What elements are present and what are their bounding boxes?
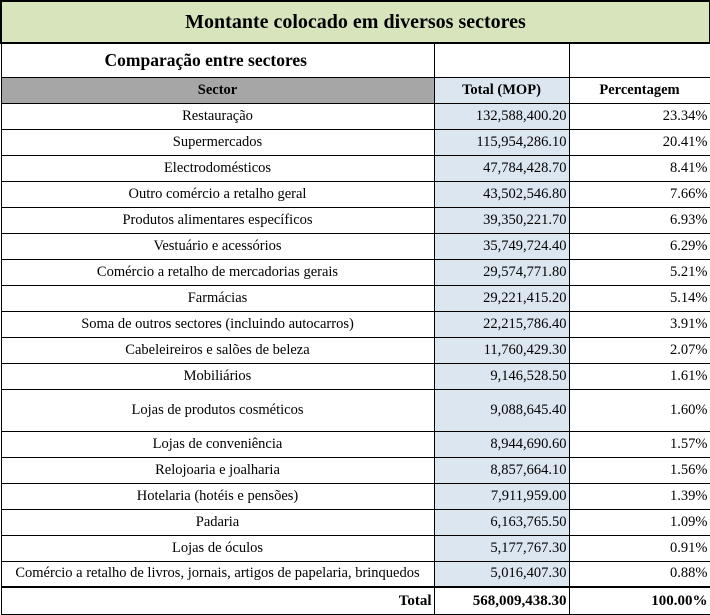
percentage-cell[interactable]: 2.07% (569, 337, 710, 363)
table-row (1, 155, 710, 181)
percentage-cell[interactable]: 1.09% (569, 509, 710, 535)
sector-cell[interactable]: Relojoaria e joalharia (1, 457, 434, 483)
table-row (1, 431, 710, 457)
table-row (1, 311, 710, 337)
table-subtitle[interactable]: Comparação entre sectores (1, 43, 434, 77)
table-row (1, 363, 710, 389)
header-percentage[interactable]: Percentagem (569, 77, 710, 103)
table-row (1, 181, 710, 207)
table-row (1, 561, 710, 587)
title-row (1, 1, 710, 43)
sector-cell[interactable]: Produtos alimentares específicos (1, 207, 434, 233)
table-row (1, 483, 710, 509)
percentage-cell[interactable]: 5.21% (569, 259, 710, 285)
sector-cell[interactable]: Padaria (1, 509, 434, 535)
total-row (1, 587, 710, 615)
total-cell[interactable]: 5,016,407.30 (434, 561, 569, 587)
percentage-cell[interactable]: 1.39% (569, 483, 710, 509)
header-total[interactable]: Total (MOP) (434, 77, 569, 103)
header-sector[interactable]: Sector (1, 77, 434, 103)
table-row (1, 233, 710, 259)
percentage-cell[interactable]: 1.60% (569, 389, 710, 431)
sector-cell[interactable]: Farmácias (1, 285, 434, 311)
sector-cell[interactable]: Mobiliários (1, 363, 434, 389)
table-row (1, 103, 710, 129)
sector-cell[interactable]: Electrodomésticos (1, 155, 434, 181)
percentage-cell[interactable]: 0.88% (569, 561, 710, 587)
empty-cell[interactable] (569, 43, 710, 77)
percentage-cell[interactable]: 7.66% (569, 181, 710, 207)
header-row (1, 77, 710, 103)
percentage-cell[interactable]: 23.34% (569, 103, 710, 129)
percentage-cell[interactable]: 6.29% (569, 233, 710, 259)
total-cell[interactable]: 11,760,429.30 (434, 337, 569, 363)
sector-cell[interactable]: Lojas de óculos (1, 535, 434, 561)
total-cell[interactable]: 29,574,771.80 (434, 259, 569, 285)
total-cell[interactable]: 6,163,765.50 (434, 509, 569, 535)
sector-cell[interactable]: Lojas de conveniência (1, 431, 434, 457)
table-row (1, 509, 710, 535)
sector-cell[interactable]: Vestuário e acessórios (1, 233, 434, 259)
table-row (1, 457, 710, 483)
percentage-cell[interactable]: 0.91% (569, 535, 710, 561)
sector-cell[interactable]: Soma de outros sectores (incluindo autocarros) (1, 311, 434, 337)
sector-cell[interactable]: Hotelaria (hotéis e pensões) (1, 483, 434, 509)
empty-cell[interactable] (434, 43, 569, 77)
total-cell[interactable]: 8,857,664.10 (434, 457, 569, 483)
table-title[interactable]: Montante colocado em diversos sectores (1, 1, 710, 43)
total-cell[interactable]: 115,954,286.10 (434, 129, 569, 155)
total-cell[interactable]: 7,911,959.00 (434, 483, 569, 509)
sector-cell[interactable]: Outro comércio a retalho geral (1, 181, 434, 207)
sector-cell[interactable]: Comércio a retalho de livros, jornais, artigos de papelaria, brinquedos (1, 561, 434, 587)
table-row (1, 285, 710, 311)
table-row (1, 129, 710, 155)
sector-cell[interactable]: Comércio a retalho de mercadorias gerais (1, 259, 434, 285)
sector-cell[interactable]: Restauração (1, 103, 434, 129)
percentage-cell[interactable]: 1.57% (569, 431, 710, 457)
percentage-cell[interactable]: 3.91% (569, 311, 710, 337)
table-row (1, 259, 710, 285)
percentage-cell[interactable]: 8.41% (569, 155, 710, 181)
percentage-cell[interactable]: 20.41% (569, 129, 710, 155)
total-percentage[interactable]: 100.00% (569, 587, 710, 615)
total-cell[interactable]: 22,215,786.40 (434, 311, 569, 337)
table-row (1, 337, 710, 363)
total-cell[interactable]: 9,146,528.50 (434, 363, 569, 389)
total-cell[interactable]: 8,944,690.60 (434, 431, 569, 457)
percentage-cell[interactable]: 1.61% (569, 363, 710, 389)
sector-cell[interactable]: Lojas de produtos cosméticos (1, 389, 434, 431)
total-cell[interactable]: 35,749,724.40 (434, 233, 569, 259)
table-row (1, 389, 710, 431)
total-cell[interactable]: 9,088,645.40 (434, 389, 569, 431)
percentage-cell[interactable]: 5.14% (569, 285, 710, 311)
total-label[interactable]: Total (1, 587, 434, 615)
sector-cell[interactable]: Cabeleireiros e salões de beleza (1, 337, 434, 363)
percentage-cell[interactable]: 6.93% (569, 207, 710, 233)
total-cell[interactable]: 132,588,400.20 (434, 103, 569, 129)
table-row (1, 207, 710, 233)
total-cell[interactable]: 47,784,428.70 (434, 155, 569, 181)
percentage-cell[interactable]: 1.56% (569, 457, 710, 483)
total-value[interactable]: 568,009,438.30 (434, 587, 569, 615)
total-cell[interactable]: 5,177,767.30 (434, 535, 569, 561)
total-cell[interactable]: 39,350,221.70 (434, 207, 569, 233)
subtitle-row (1, 43, 710, 77)
total-cell[interactable]: 43,502,546.80 (434, 181, 569, 207)
total-cell[interactable]: 29,221,415.20 (434, 285, 569, 311)
sector-cell[interactable]: Supermercados (1, 129, 434, 155)
table-row (1, 535, 710, 561)
